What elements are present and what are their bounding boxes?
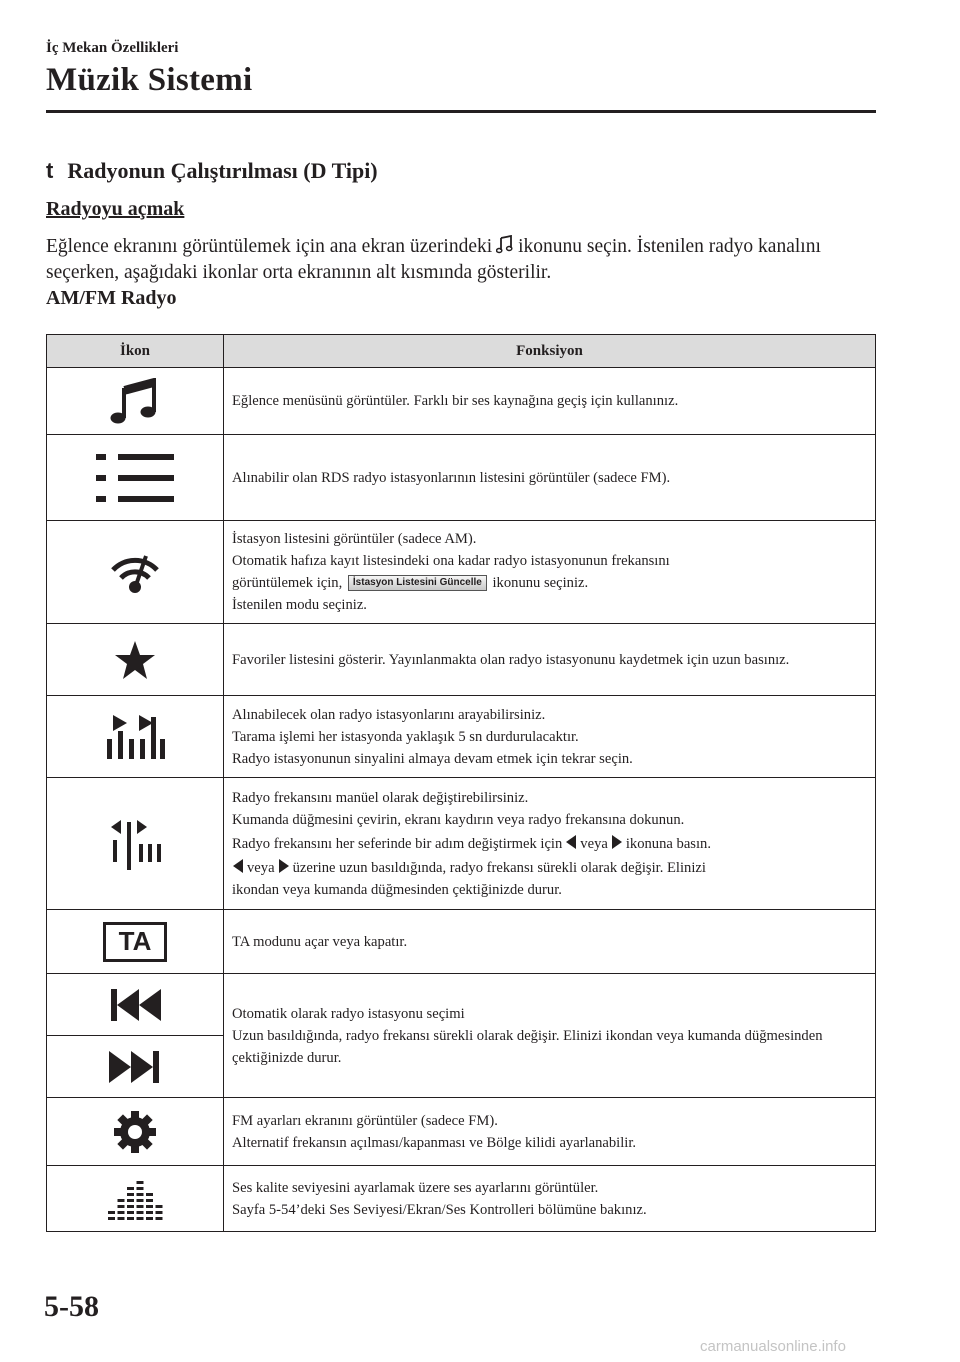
icon-function-table <box>46 334 876 1232</box>
function-text: Favoriler listesini gösterir. Yayınlanmakta olan radyo istasyonunu kaydetmek için uzun basınız. <box>232 651 790 668</box>
function-text <box>232 833 867 855</box>
function-text: İstenilen modu seçiniz. <box>232 597 367 613</box>
table-row <box>47 435 876 521</box>
signal-icon <box>47 521 224 624</box>
function-cell <box>224 778 876 910</box>
seek-back-icon <box>47 974 224 1036</box>
function-text: Otomatik olarak radyo istasyonu seçimi <box>232 1005 465 1022</box>
table-row <box>47 778 876 910</box>
right-arrow-icon <box>278 858 290 874</box>
watermark: carmanualsonline.info <box>700 1338 846 1355</box>
function-text: Alternatif frekansın açılması/kapanması ve Bölge kilidi ayarlanabilir. <box>232 1134 637 1151</box>
function-text: ikondan veya kumanda düğmesinden çektiğinizde durur. <box>232 881 562 898</box>
table-row <box>47 696 876 778</box>
function-text-part: Radyo frekansını her seferinde bir adım değiştirmek için <box>232 835 563 852</box>
function-text-part: veya <box>580 835 608 852</box>
table-row <box>47 521 876 624</box>
function-cell <box>224 1098 876 1166</box>
function-text <box>232 857 867 879</box>
function-text: Uzun basıldığında, radyo frekansı sürekli olarak değişir. Elinizi ikondan veya kumanda düğmesinden çektiğinizde durur. <box>232 1027 823 1066</box>
function-cell <box>224 624 876 696</box>
music-note-icon <box>47 368 224 435</box>
left-arrow-icon <box>232 858 244 874</box>
function-text-part: ikonuna basın. <box>625 835 711 852</box>
function-text: TA modunu açar veya kapatır. <box>232 933 408 950</box>
function-cell <box>224 696 876 778</box>
ta-icon <box>47 910 224 974</box>
section-title: Radyonun Çalıştırılması (D Tipi) <box>67 158 378 183</box>
chapter-label: İç Mekan Özellikleri <box>46 40 179 56</box>
function-cell <box>224 435 876 521</box>
table-row <box>47 368 876 435</box>
table-row <box>47 1098 876 1166</box>
mode-heading: AM/FM Radyo <box>46 287 177 309</box>
intro-text-1: Eğlence ekranını görüntülemek için ana ekran üzerindeki <box>46 236 493 257</box>
seek-forward-icon <box>47 1036 224 1098</box>
function-text: Alınabilir olan RDS radyo istasyonlarının listesini görüntüler (sadece FM). <box>232 469 671 486</box>
table-row <box>47 974 876 1036</box>
list-icon <box>47 435 224 521</box>
function-text: Tarama işlemi her istasyonda yaklaşık 5 sn durdurulacaktır. <box>232 728 579 745</box>
col-header-function: Fonksiyon <box>224 335 876 368</box>
page-number: 5-58 <box>44 1290 99 1323</box>
function-text: FM ayarları ekranını görüntüler (sadece FM). <box>232 1112 498 1129</box>
section-heading <box>46 158 378 184</box>
section-bullet: t <box>46 158 54 183</box>
subheading: Radyoyu açmak <box>46 198 185 220</box>
function-text <box>232 572 867 594</box>
entertainment-note-icon <box>496 235 514 255</box>
function-cell <box>224 1166 876 1232</box>
left-arrow-icon <box>565 834 577 850</box>
intro-text-2: ikonunu seçin. İstenilen radyo kanalını seçerken, aşağıdaki ikonlar orta ekranının alt kısmında gösterilir. <box>46 236 821 283</box>
function-text: Otomatik hafıza kayıt listesindeki ona kadar radyo istasyonunun frekansını <box>232 553 670 569</box>
function-text-part: ikonunu seçiniz. <box>492 575 589 591</box>
function-text-part: veya <box>247 859 275 876</box>
function-text: Ses kalite seviyesini ayarlamak üzere ses ayarlarını görüntüler. <box>232 1179 599 1196</box>
right-arrow-icon <box>611 834 623 850</box>
page-title: Müzik Sistemi <box>46 62 253 98</box>
manual-tune-icon <box>47 778 224 910</box>
function-text: İstasyon listesini görüntüler (sadece AM). <box>232 531 477 547</box>
table-header-row <box>47 335 876 368</box>
table-row <box>47 624 876 696</box>
scan-icon <box>47 696 224 778</box>
function-text: Radyo frekansını manüel olarak değiştirebilirsiniz. <box>232 789 529 806</box>
function-text: Sayfa 5-54’deki Ses Seviyesi/Ekran/Ses Kontrolleri bölümüne bakınız. <box>232 1201 647 1218</box>
function-text-part: görüntülemek için, <box>232 575 343 591</box>
function-cell <box>224 368 876 435</box>
ta-icon-label: TA <box>103 922 167 962</box>
col-header-icon: İkon <box>47 335 224 368</box>
intro-paragraph <box>46 234 876 286</box>
gear-icon <box>47 1098 224 1166</box>
function-cell <box>224 910 876 974</box>
function-text-part: üzerine uzun basıldığında, radyo frekansı sürekli olarak değişir. Elinizi <box>292 859 706 876</box>
function-text: Eğlence menüsünü görüntüler. Farklı bir ses kaynağına geçiş için kullanınız. <box>232 393 679 409</box>
table-row <box>47 1166 876 1232</box>
sound-settings-icon <box>47 1166 224 1232</box>
function-text: Kumanda düğmesini çevirin, ekranı kaydırın veya radyo frekansına dokunun. <box>232 811 685 828</box>
function-text: Alınabilecek olan radyo istasyonlarını arayabilirsiniz. <box>232 706 546 723</box>
title-rule <box>46 110 876 113</box>
function-cell <box>224 974 876 1098</box>
function-text: Radyo istasyonunun sinyalini almaya devam etmek için tekrar seçin. <box>232 750 633 767</box>
update-station-list-button: İstasyon Listesini Güncelle <box>348 575 487 591</box>
star-icon <box>47 624 224 696</box>
function-cell <box>224 521 876 624</box>
table-row <box>47 910 876 974</box>
